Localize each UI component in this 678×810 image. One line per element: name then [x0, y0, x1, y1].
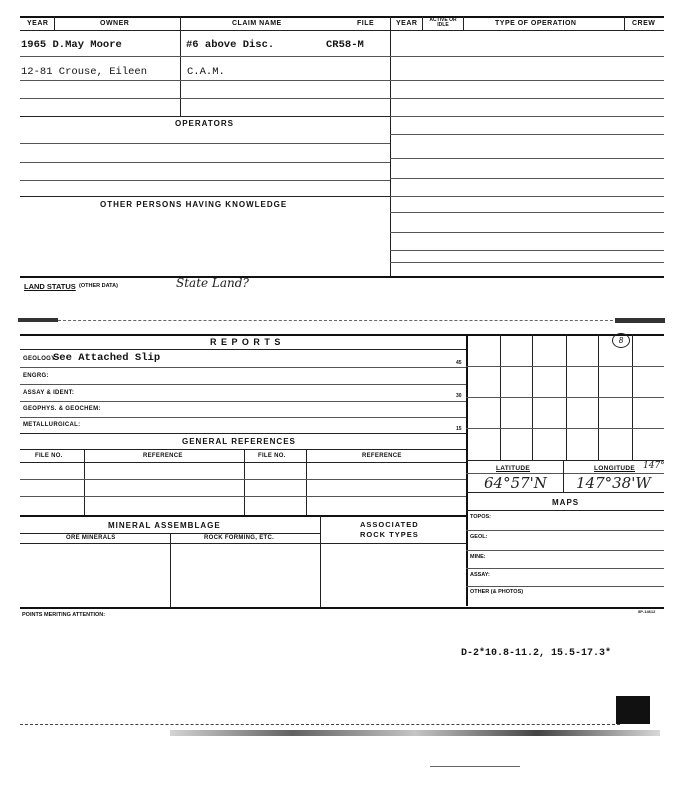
points-meriting-attention: POINTS MERITING ATTENTION: [22, 612, 106, 618]
maps-other: OTHER (& PHOTOS) [470, 589, 524, 595]
report-value-geology: See Attached Slip [53, 352, 161, 364]
header-active-or-idle: ACTIVE OR IDLE [429, 17, 457, 28]
rock-forming-label: ROCK FORMING, ETC. [204, 535, 275, 541]
header-owner: OWNER [100, 20, 130, 27]
report-label-geophys: GEOPHYS. & GEOCHEM: [23, 406, 101, 412]
circled-mark-text: 8 [618, 336, 624, 345]
row-2-claim: C.A.M. [187, 66, 225, 78]
other-persons-label: OTHER PERSONS HAVING KNOWLEDGE [100, 200, 288, 209]
gr-header-file-no-2: FILE NO. [258, 453, 286, 459]
row-1-file: CR58-M [326, 39, 364, 51]
form-number: 5P-14612 [638, 609, 656, 614]
maps-assay: ASSAY: [470, 572, 490, 578]
rock-types-label: ROCK TYPES [360, 530, 419, 539]
longitude-label: LONGITUDE [594, 465, 635, 472]
latitude-value: 64°57'N [484, 474, 547, 492]
scan-artifact-streak [170, 730, 660, 736]
land-status-label: LAND STATUS [24, 282, 76, 291]
maps-mine: MINE: [470, 554, 486, 560]
maps-topos: TOPOS: [470, 514, 491, 520]
bottom-reference: D-2*10.8-11.2, 15.5-17.3* [461, 648, 612, 659]
report-num-metallurgical: 15 [456, 426, 462, 432]
gr-header-file-no-1: FILE NO. [35, 453, 63, 459]
gr-header-reference-1: REFERENCE [143, 453, 183, 459]
report-label-metallurgical: METALLURGICAL: [23, 422, 81, 428]
report-num-assay: 30 [456, 393, 462, 399]
associated-label: ASSOCIATED [360, 520, 419, 529]
ore-minerals-label: ORE MINERALS [66, 535, 116, 541]
report-label-engrg: ENGRG: [23, 373, 49, 379]
scan-artifact-block [616, 696, 650, 724]
general-references-title: GENERAL REFERENCES [182, 437, 296, 446]
report-label-geology: GEOLOGY: [23, 356, 58, 362]
header-type-of-operation: TYPE OF OPERATION [495, 20, 577, 27]
land-status-value: State Land? [176, 276, 249, 290]
row-1-year-owner: 1965 D.May Moore [21, 39, 122, 51]
longitude-note: 147° [643, 461, 665, 471]
header-file: FILE [357, 20, 375, 27]
maps-geol: GEOL: [470, 534, 488, 540]
report-label-assay: ASSAY & IDENT: [23, 390, 75, 396]
latitude-label: LATITUDE [496, 465, 531, 472]
scan-artifact-specks [430, 766, 520, 767]
scan-artifact-bar-right [615, 318, 665, 323]
maps-title: MAPS [552, 498, 580, 507]
scan-artifact-bar [18, 318, 58, 322]
row-1-claim: #6 above Disc. [186, 39, 275, 51]
report-num-geology: 45 [456, 360, 462, 366]
header-crew: CREW [632, 20, 656, 27]
land-status-sublabel: (OTHER DATA) [79, 283, 118, 289]
gr-header-reference-2: REFERENCE [362, 453, 402, 459]
circled-mark [612, 333, 630, 348]
header-claim-name: CLAIM NAME [232, 20, 282, 27]
mineral-assemblage-title: MINERAL ASSEMBLAGE [108, 521, 221, 530]
header-year-2: YEAR [396, 20, 418, 27]
reports-title: R E P O R T S [210, 337, 282, 347]
header-year: YEAR [27, 20, 49, 27]
row-2-year-owner: 12-81 Crouse, Eileen [21, 66, 148, 78]
longitude-value: 147°38'W [576, 474, 651, 492]
operators-label: OPERATORS [175, 119, 234, 128]
